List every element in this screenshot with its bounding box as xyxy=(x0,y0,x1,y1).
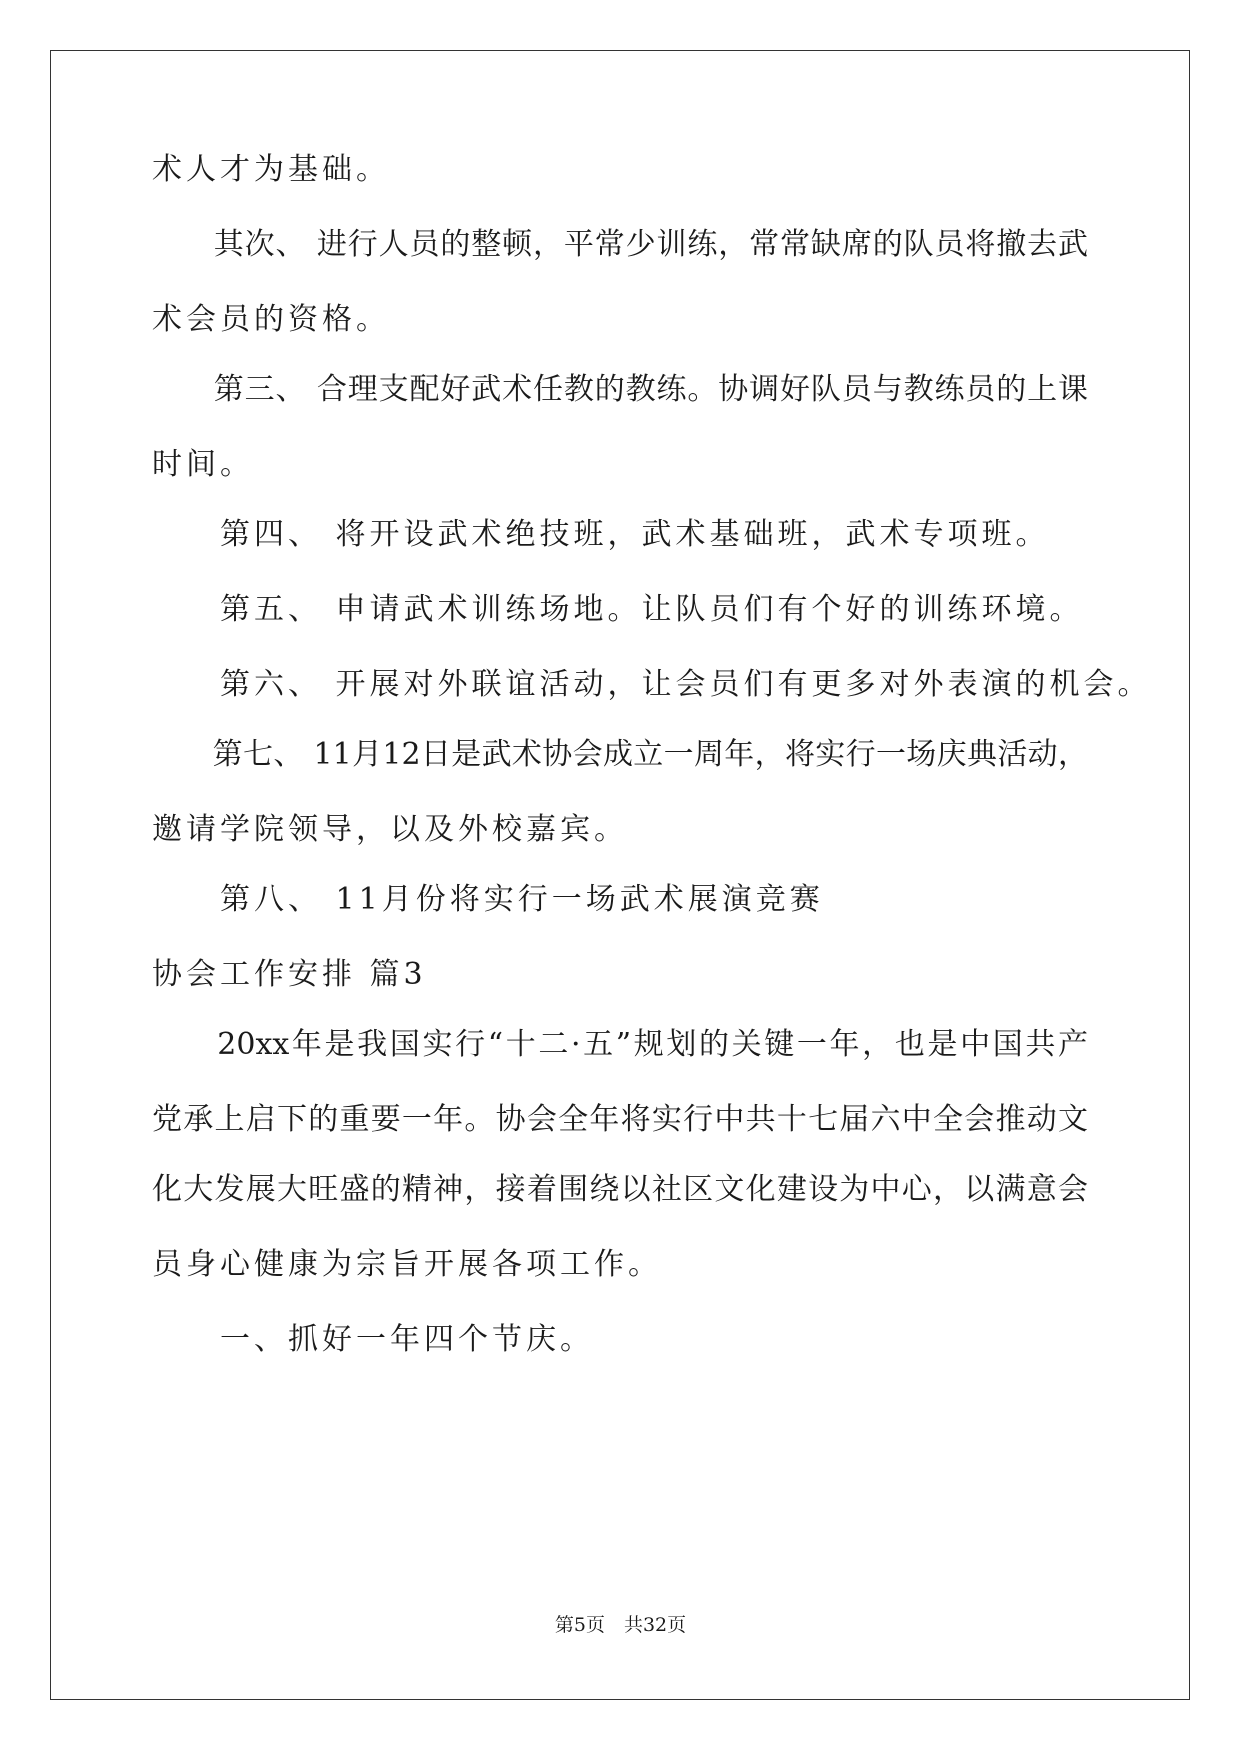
text-line: 第三、 合理支配好武术任教的教练。协调好队员与教练员的上课 xyxy=(152,372,1088,407)
text-line: 其次、 进行人员的整顿，平常少训练，常常缺席的队员将撤去武 xyxy=(152,227,1088,262)
text-line: 第四、 将开设武术绝技班，武术基础班，武术专项班。 xyxy=(152,517,1050,552)
text-line: 术会员的资格。 xyxy=(152,302,390,337)
text-line: 党承上启下的重要一年。协会全年将实行中共十七届六中全会推动文 xyxy=(152,1102,1088,1137)
page-border xyxy=(50,50,1190,1700)
text-line: 第八、 11月份将实行一场武术展演竞赛 xyxy=(152,882,824,917)
text-line: 邀请学院领导，以及外校嘉宾。 xyxy=(152,812,628,847)
text-line: 第五、 申请武术训练场地。让队员们有个好的训练环境。 xyxy=(152,592,1084,627)
text-line: 员身心健康为宗旨开展各项工作。 xyxy=(152,1247,662,1282)
text-line: 时间。 xyxy=(152,447,254,482)
text-line: 一、抓好一年四个节庆。 xyxy=(152,1322,594,1357)
text-line: 化大发展大旺盛的精神，接着围绕以社区文化建设为中心，以满意会 xyxy=(152,1172,1088,1207)
text-line: 术人才为基础。 xyxy=(152,152,390,187)
text-line: 第七、 11月12日是武术协会成立一周年，将实行一场庆典活动， xyxy=(152,737,1088,772)
page-number-footer: 第5页 共32页 xyxy=(554,1614,687,1636)
text-line: 第六、 开展对外联谊活动，让会员们有更多对外表演的机会。 xyxy=(152,667,1152,702)
section-heading: 协会工作安排 篇3 xyxy=(152,957,427,992)
text-line: 20xx年是我国实行“十二·五”规划的关键一年，也是中国共产 xyxy=(152,1027,1088,1062)
